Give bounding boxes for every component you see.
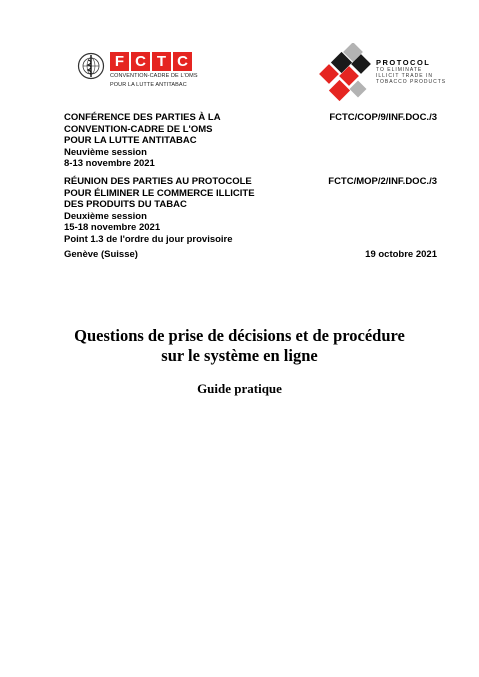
cop-block: [64, 112, 221, 170]
protocol-sub-line3: TOBACCO PRODUCTS: [376, 79, 447, 85]
protocol-diamond-icon: [318, 43, 378, 107]
cop-line2: CONVENTION-CADRE DE L'OMS: [64, 123, 213, 135]
fctc-letter: C: [131, 52, 150, 71]
cop-session: Neuvième session: [64, 146, 147, 158]
protocol-sub-line1: TO ELIMINATE: [376, 67, 423, 73]
who-emblem-icon: [77, 52, 105, 80]
protocol-sub-line2: ILLICIT TRADE IN: [376, 73, 433, 79]
protocol-text: [376, 58, 446, 85]
date: 19 octobre 2021: [365, 249, 437, 260]
mop-doc-ref: FCTC/MOP/2/INF.DOC./3: [328, 176, 437, 187]
fctc-letters: [110, 52, 198, 71]
fctc-logo: [110, 52, 198, 89]
mop-dates: 15-18 novembre 2021: [64, 222, 161, 233]
cop-doc-ref: FCTC/COP/9/INF.DOC./3: [329, 112, 437, 123]
document-title-line2: sur le système en ligne: [161, 346, 318, 365]
document-subtitle: Guide pratique: [197, 381, 282, 396]
mop-line1: RÉUNION DES PARTIES AU PROTOCOLE: [64, 176, 252, 187]
place: Genève (Suisse): [64, 249, 138, 260]
cop-line1: CONFÉRENCE DES PARTIES À LA: [64, 112, 221, 123]
fctc-subtitle-line1: CONVENTION-CADRE DE L'OMS: [110, 73, 198, 79]
fctc-letter: C: [173, 52, 192, 71]
cop-line3: POUR LA LUTTE ANTITABAC: [64, 135, 197, 146]
mop-line2: POUR ÉLIMINER LE COMMERCE ILLICITE: [64, 187, 255, 199]
mop-line3: DES PRODUITS DU TABAC: [64, 199, 187, 210]
document-title-line1: Questions de prise de décisions et de procédure: [74, 326, 405, 345]
mop-session: Deuxième session: [64, 210, 147, 222]
mop-agenda-item: Point 1.3 de l'ordre du jour provisoire: [64, 233, 233, 245]
document-title: [0, 326, 479, 366]
mop-block: [64, 176, 255, 245]
protocol-title: PROTOCOL: [376, 58, 431, 67]
fctc-letter: T: [152, 52, 171, 71]
cop-dates: 8-13 novembre 2021: [64, 158, 155, 169]
fctc-letter: F: [110, 52, 129, 71]
fctc-subtitle-line2: POUR LA LUTTE ANTITABAC: [110, 82, 187, 88]
